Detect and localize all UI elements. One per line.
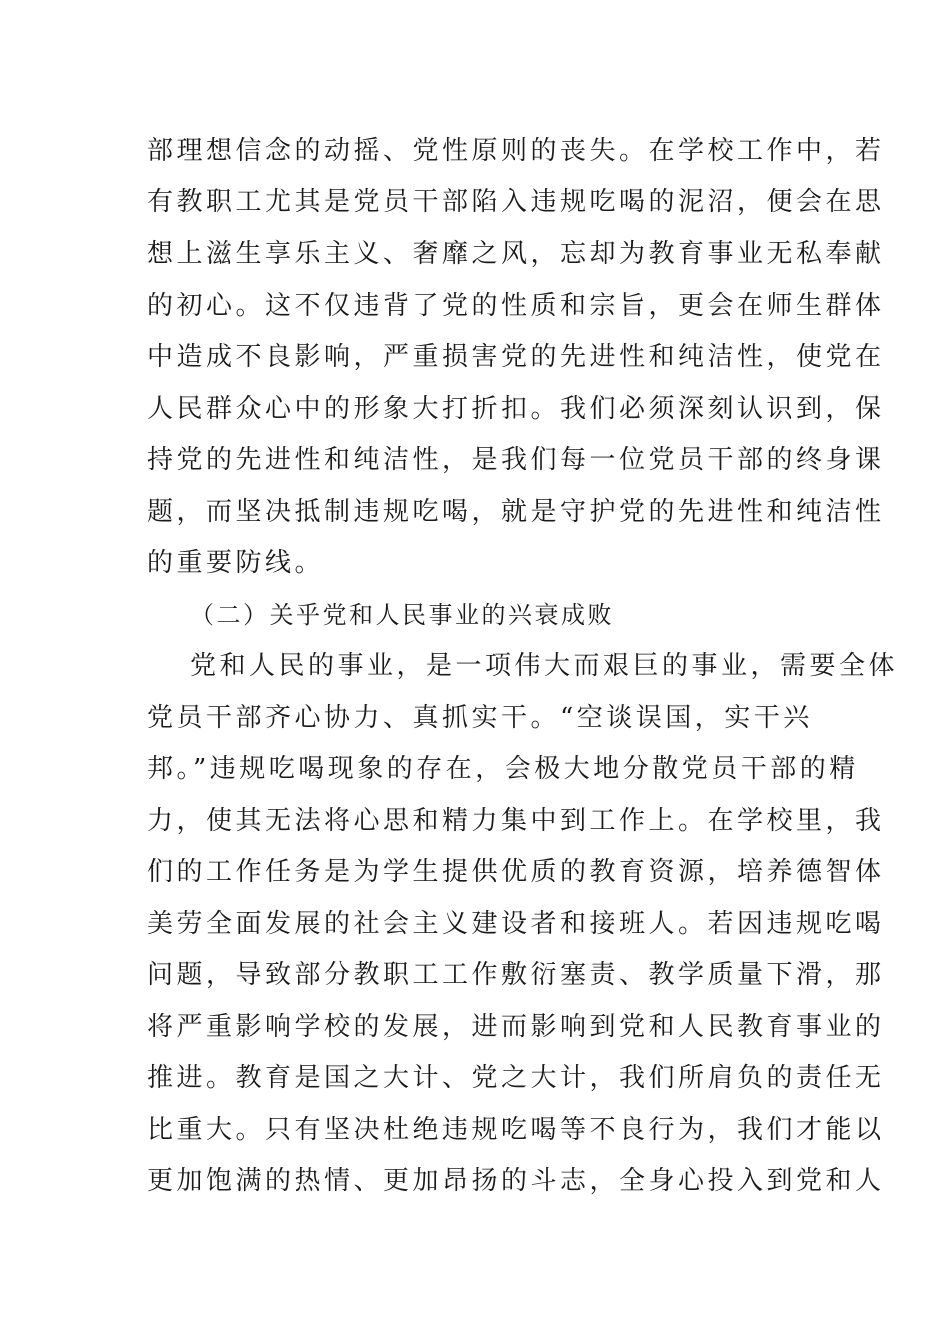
- paragraph-line: 有教职工尤其是党员干部陷入违规吃喝的泥沼，便会在思: [147, 187, 885, 217]
- paragraph-line: 人民群众心中的形象大打折扣。我们必须深刻认识到，保: [147, 394, 885, 424]
- paragraph-line: 力，使其无法将心思和精力集中到工作上。在学校里，我: [147, 806, 885, 836]
- paragraph-line: 将严重影响学校的发展，进而影响到党和人民教育事业的: [147, 1012, 885, 1042]
- paragraph-line: 部理想信念的动摇、党性原则的丧失。在学校工作中，若: [147, 136, 885, 166]
- paragraph-line: 党和人民的事业，是一项伟大而艰巨的事业，需要全体: [190, 651, 899, 681]
- paragraph-line: 持党的先进性和纯洁性，是我们每一位党员干部的终身课: [147, 445, 885, 475]
- paragraph-line: 党员干部齐心协力、真抓实干。“空谈误国，实干兴: [147, 703, 813, 733]
- paragraph-line: 题，而坚决抵制违规吃喝，就是守护党的先进性和纯洁性: [147, 497, 885, 527]
- paragraph-line: 邦。”违规吃喝现象的存在，会极大地分散党员干部的精: [147, 754, 859, 784]
- paragraph-line: 美劳全面发展的社会主义建设者和接班人。若因违规吃喝: [147, 909, 885, 939]
- paragraph-line: 中造成不良影响，严重损害党的先进性和纯洁性，使党在: [147, 342, 885, 372]
- paragraph-line: 的初心。这不仅违背了党的性质和宗旨，更会在师生群体: [147, 291, 885, 321]
- paragraph-line: 比重大。只有坚决杜绝违规吃喝等不良行为，我们才能以: [147, 1115, 885, 1145]
- paragraph-line: 想上滋生享乐主义、奢靡之风，忘却为教育事业无私奉献: [147, 239, 885, 269]
- paragraph-line: 更加饱满的热情、更加昂扬的斗志，全身心投入到党和人: [147, 1166, 885, 1196]
- paragraph-line: 的重要防线。: [147, 548, 325, 578]
- paragraph-line: 们的工作任务是为学生提供优质的教育资源，培养德智体: [147, 857, 885, 887]
- section-heading: （二）关乎党和人民事业的兴衰成败: [190, 601, 614, 629]
- paragraph-line: 推进。教育是国之大计、党之大计，我们所肩负的责任无: [147, 1063, 885, 1093]
- paragraph-line: 问题，导致部分教职工工作敷衍塞责、教学质量下滑，那: [147, 960, 885, 990]
